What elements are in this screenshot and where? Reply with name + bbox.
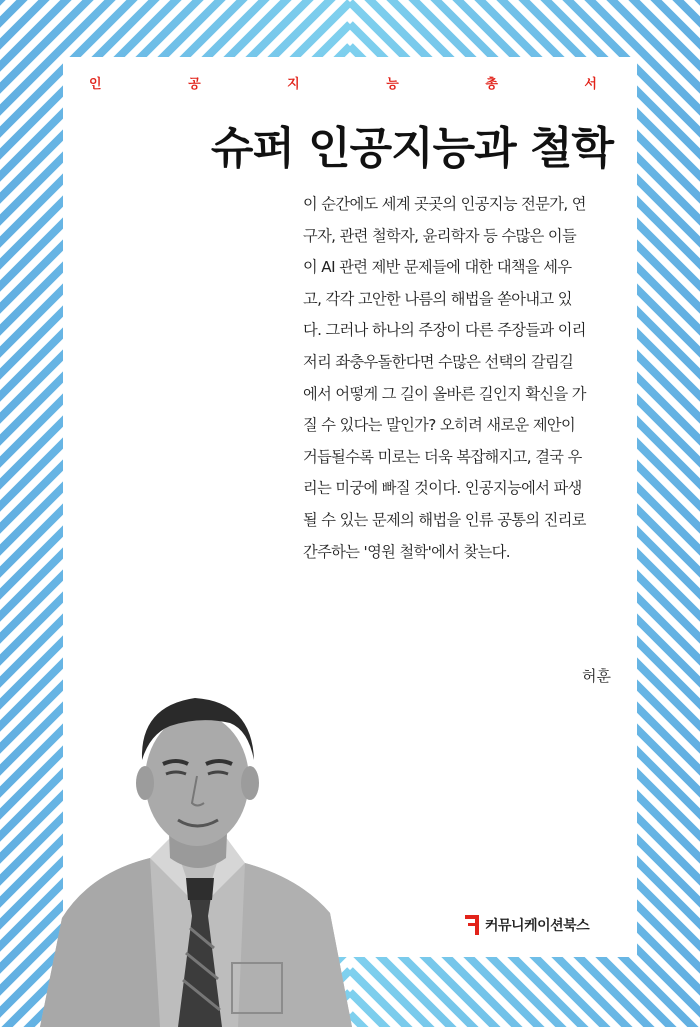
cover-blurb xyxy=(303,189,621,568)
blurb-line: 에서 어떻게 그 길이 올바른 길인지 확신을 가 xyxy=(303,384,586,403)
book-title: 슈퍼 인공지능과 철학 xyxy=(210,123,613,174)
series-char: 총 xyxy=(485,77,498,92)
series-char: 서 xyxy=(584,77,597,92)
blurb-line: 구자, 관련 철학자, 윤리학자 등 수많은 이들 xyxy=(303,226,577,245)
series-char: 지 xyxy=(287,77,300,92)
blurb-line: 이 순간에도 세계 곳곳의 인공지능 전문가, 연 xyxy=(303,195,586,213)
blurb-line: 질 수 있다는 말인가? 오히려 새로운 제안이 xyxy=(303,416,576,435)
publisher-logo-icon xyxy=(465,915,479,935)
series-char: 인 xyxy=(89,77,102,92)
blurb-line: 이 AI 관련 제반 문제들에 대한 대책을 세우 xyxy=(303,258,572,277)
author-photo xyxy=(0,668,400,1027)
blurb-line: 거듭될수록 미로는 더욱 복잡해지고, 결국 우 xyxy=(303,447,582,466)
blurb-line: 리는 미궁에 빠질 것이다. 인공지능에서 파생 xyxy=(303,479,582,498)
blurb-line: 고, 각각 고안한 나름의 해법을 쏟아내고 있 xyxy=(303,289,572,308)
series-label xyxy=(89,73,597,92)
series-char: 능 xyxy=(386,77,399,92)
series-char: 공 xyxy=(188,77,201,92)
blurb-line: 다. 그러나 하나의 주장이 다른 주장들과 이리 xyxy=(303,321,586,340)
author-name: 허훈 xyxy=(582,667,611,685)
publisher xyxy=(465,915,589,935)
blurb-line: 간주하는 '영원 철학'에서 찾는다. xyxy=(303,542,510,561)
blurb-line: 저리 좌충우돌한다면 수많은 선택의 갈림길 xyxy=(303,352,574,371)
blurb-line: 될 수 있는 문제의 해법을 인류 공통의 진리로 xyxy=(303,510,586,529)
publisher-name: 커뮤니케이션북스 xyxy=(485,918,590,934)
